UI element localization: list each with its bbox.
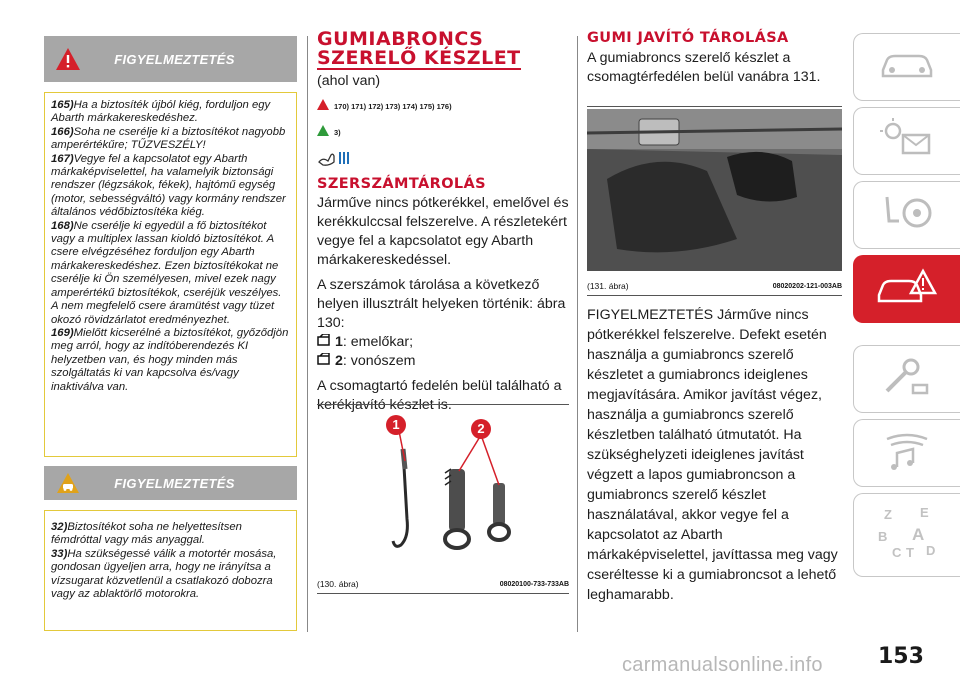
callout-1: 1: [392, 417, 400, 432]
tab-index[interactable]: [853, 493, 960, 577]
trunk-photo: [587, 109, 842, 271]
warning-triangle-icon: [317, 97, 329, 115]
tool-list: [317, 333, 569, 371]
warning-title-1: FIGYELMEZTETÉS: [114, 51, 235, 67]
list-marker-icon: [317, 333, 331, 352]
paragraph: A szerszámok tárolása a következő helyen illusztrált helyeken történik: ábra 130:: [317, 277, 566, 331]
warning-header-1: [44, 36, 297, 82]
main-title-line1: GUMIABRONCS: [317, 28, 484, 50]
callout-2: 2: [477, 421, 485, 436]
section-title-tools: SZERSZÁMTÁROLÁS: [317, 176, 487, 192]
service-wrench-icon: [877, 355, 937, 404]
index-letters-icon: Z E B A C T D: [878, 505, 936, 560]
tools-illustration: [317, 409, 569, 569]
figure-code: 08020202-121-003AB: [772, 283, 842, 290]
warning-item: 166)Soha ne cserélje ki a biztosítékot nagyobb amperértékűre; TŰZVESZÉLY!: [51, 125, 286, 152]
hand-symbol-row: [317, 149, 569, 172]
tab-service[interactable]: [853, 345, 960, 413]
lights-warning-icon: [877, 117, 937, 166]
warning-item: 167)Vegye fel a kapcsolatot egy Abarth márkaképviselettel, ha valamelyik biztonsági rendszer (légzsákok, fékek), hajtómű egység (motor, sebességváltó) vagy kormány rendszer általános védőbiztosítéka kiég.: [51, 152, 286, 219]
warning-item: 33)Ha szükségessé válik a motortér mosása, gondosan ügyeljen arra, hogy ne irányítsa a vízsugarat közvetlenül a csatlakozó dobozra vagy az ablaktörlő motorokra.: [51, 547, 277, 601]
paragraph: FIGYELMEZTETÉS Járműve nincs pótkerékkel felszerelve. Defekt esetén használja a gumiabroncs szerelő készletet a gumiabroncs ideiglenes megjavítására. Amikor javítást végez, használja a gumiabroncs szerelő készletben található útmutatót. Ha szükséghelyzeti ideiglenes javítást végzett a lapos gumiabroncson a gumiabroncs szerelő készlet használatával, akkor vegye fel a kapcsolatot az Abarth márkaképviselettel, javíttassa meg vagy cseréltesse ki a gumiabroncsot a lehető leghamarabb.: [587, 307, 838, 603]
warning-title-2: FIGYELMEZTETÉS: [114, 475, 235, 491]
tab-car[interactable]: [853, 33, 960, 101]
warning-body-2: [44, 510, 297, 631]
env-refs-row: 3): [317, 123, 569, 141]
column-divider: [307, 36, 308, 632]
section-title-repair: GUMI JAVÍTÓ TÁROLÁSA: [587, 30, 789, 46]
warning-refs-row: 170) 171) 172) 173) 174) 175) 176): [317, 97, 569, 115]
column-divider: [577, 36, 578, 632]
warning-item: 168)Ne cserélje ki egyedül a fő biztosítékot vagy a multiplex lassan kioldó biztosítékot. A csere elvégzéséhez forduljon egy Abarth márkakereskedéshez. Ezen biztosítékokat ne cserélje ki Ön személyesen, mivel ezek nagy amperértékű biztosítékok, cseréjük veszélyes. A nem megfelelő csere áramütést vagy tüzet okozó rövidzárlatot eredményezhet.: [51, 219, 282, 326]
seat-steering-icon: [877, 191, 937, 240]
car-warning-icon: [54, 472, 82, 494]
paragraph: A csomagtartó fedelén belül található a kerékjavító készlet is.: [317, 378, 562, 413]
warning-item: 32)Biztosítékot soha ne helyettesítsen fémdróttal vagy más anyaggal.: [51, 521, 242, 547]
right-column: [587, 30, 842, 87]
warning-item: 169)Mielőtt kicserélné a biztosítékot, győződjön meg arról, hogy az indítóberendezés KI helyzetben van, és hogy minden más szolgáltatás ki van kapcsolva és/vagy inaktiválva van.: [51, 326, 289, 393]
warning-body-1: [44, 92, 297, 457]
hand-note-icon: [317, 154, 353, 171]
warning-header-2: [44, 466, 297, 500]
figure-131: [587, 106, 842, 296]
list-marker-icon: [317, 352, 331, 371]
warning-triangle-icon: [54, 47, 82, 71]
warning-item: 165)Ha a biztosíték újból kiég, forduljon egy Abarth márkakereskedéshez.: [51, 99, 271, 125]
tab-emergency[interactable]: [853, 255, 960, 323]
multimedia-icon: [877, 429, 937, 478]
paragraph: Járműve nincs pótkerékkel, emelővel és kerékkulccsal felszerelve. A részletekért vegye fel a kapcsolatot egy Abarth márkakereskedéssel.: [317, 195, 569, 268]
tab-lights-warnings[interactable]: [853, 107, 960, 175]
figure-130: [317, 404, 569, 594]
paragraph: A gumiabroncs szerelő készlet a csomagtérfedélen belül vanábra 131.: [587, 50, 821, 85]
environment-triangle-icon: [317, 123, 329, 141]
main-title-line2: SZERELŐ KÉSZLET: [317, 47, 521, 69]
page-number: 153: [878, 644, 924, 669]
figure-caption: (131. ábra): [587, 281, 629, 291]
tab-seat-steering[interactable]: [853, 181, 960, 249]
middle-column: [317, 30, 569, 415]
list-item: 2 : vonószem: [317, 352, 569, 371]
figure-caption: (130. ábra): [317, 579, 359, 589]
car-icon: [877, 48, 937, 87]
subtitle: (ahol van): [317, 73, 381, 89]
emergency-car-icon: [875, 265, 939, 314]
figure-code: 08020100-733-733AB: [499, 581, 569, 588]
tab-multimedia[interactable]: [853, 419, 960, 487]
list-item: 1 : emelőkar;: [317, 333, 569, 352]
watermark: carmanualsonline.info: [622, 654, 823, 676]
